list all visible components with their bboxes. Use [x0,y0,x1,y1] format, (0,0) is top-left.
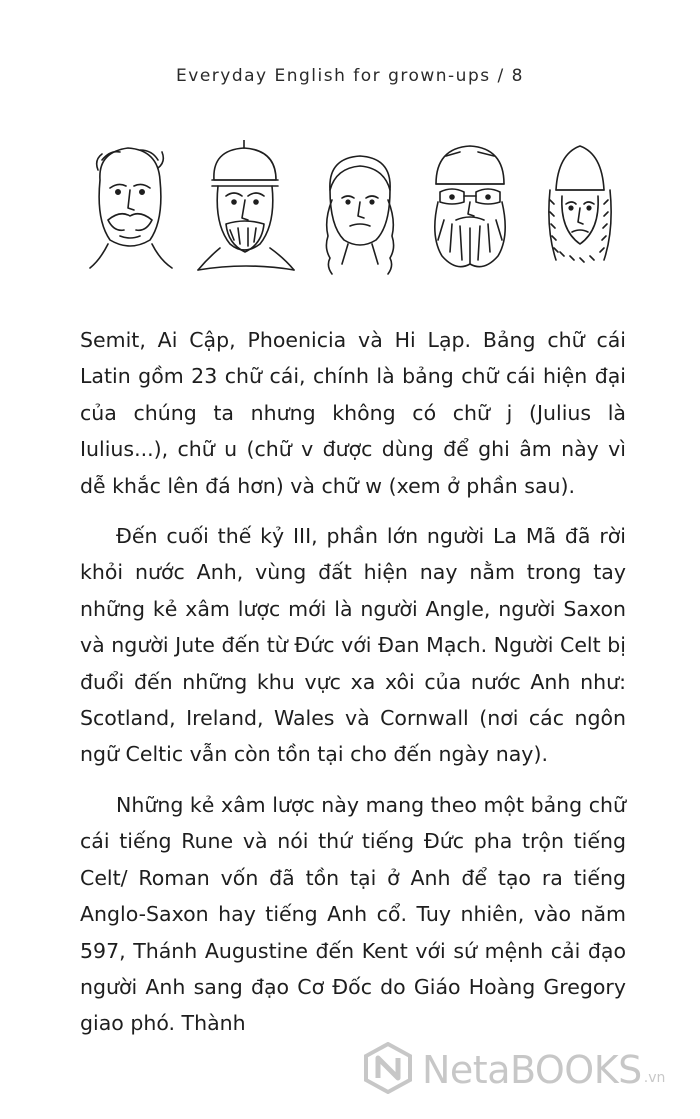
paragraph-2: Đến cuối thế kỷ III, phần lớn người La Mã đã rời khỏi nước Anh, vùng đất hiện nay nằm trong tay những kẻ xâm lược mới là người Angle, người Saxon và người Jute đến từ Đức với Đan Mạch. Người Celt bị đuổi đến những khu vực xa xôi của nước Anh như: Scotland, Ireland, Wales và Cornwall (nơi các ngôn ngữ Celtic vẫn còn tồn tại cho đến ngày nay). [80,524,626,767]
roman-helmet-face-sketch [198,140,294,270]
viking-helmet-face-sketch [435,146,505,267]
paragraph-3: Những kẻ xâm lược này mang theo một bảng chữ cái tiếng Rune và nói thứ tiếng Đức pha trộn tiếng Celt/ Roman vốn đã tồn tại ở Anh để tạo ra tiếng Anglo-Saxon hay tiếng Anh cổ. Tuy nhiên, vào năm 597, Thánh Augustine đến Kent với sứ mệnh cải đạo người Anh sang đạo Cơ Đốc do Giáo Hoàng Gregory giao phó. Thành [80,792,626,1036]
paragraph-1: Semit, Ai Cập, Phoenicia và Hi Lạp. Bảng chữ cái Latin gồm 23 chữ cái, chính là bảng chữ cái hiện đại của chúng ta nhưng không có chữ j (Julius là Iulius...), chữ u (chữ v được dùng để ghi âm này vì dễ khắc lên đá hơn) và chữ w (xem ở phần sau). [80,328,626,498]
historical-faces-illustration [80,140,640,280]
netabooks-watermark [362,1042,665,1098]
watermark-brand: NetaBOOKS [422,1048,642,1092]
page-body-text [80,322,626,1042]
chainmail-knight-face-sketch [549,146,611,262]
strongman-face-sketch [90,148,172,268]
watermark-suffix: .vn [643,1070,666,1086]
netabooks-logo-icon [362,1042,414,1098]
braided-woman-face-sketch [326,156,393,274]
running-header: Everyday English for grown-ups / 8 [176,66,524,86]
